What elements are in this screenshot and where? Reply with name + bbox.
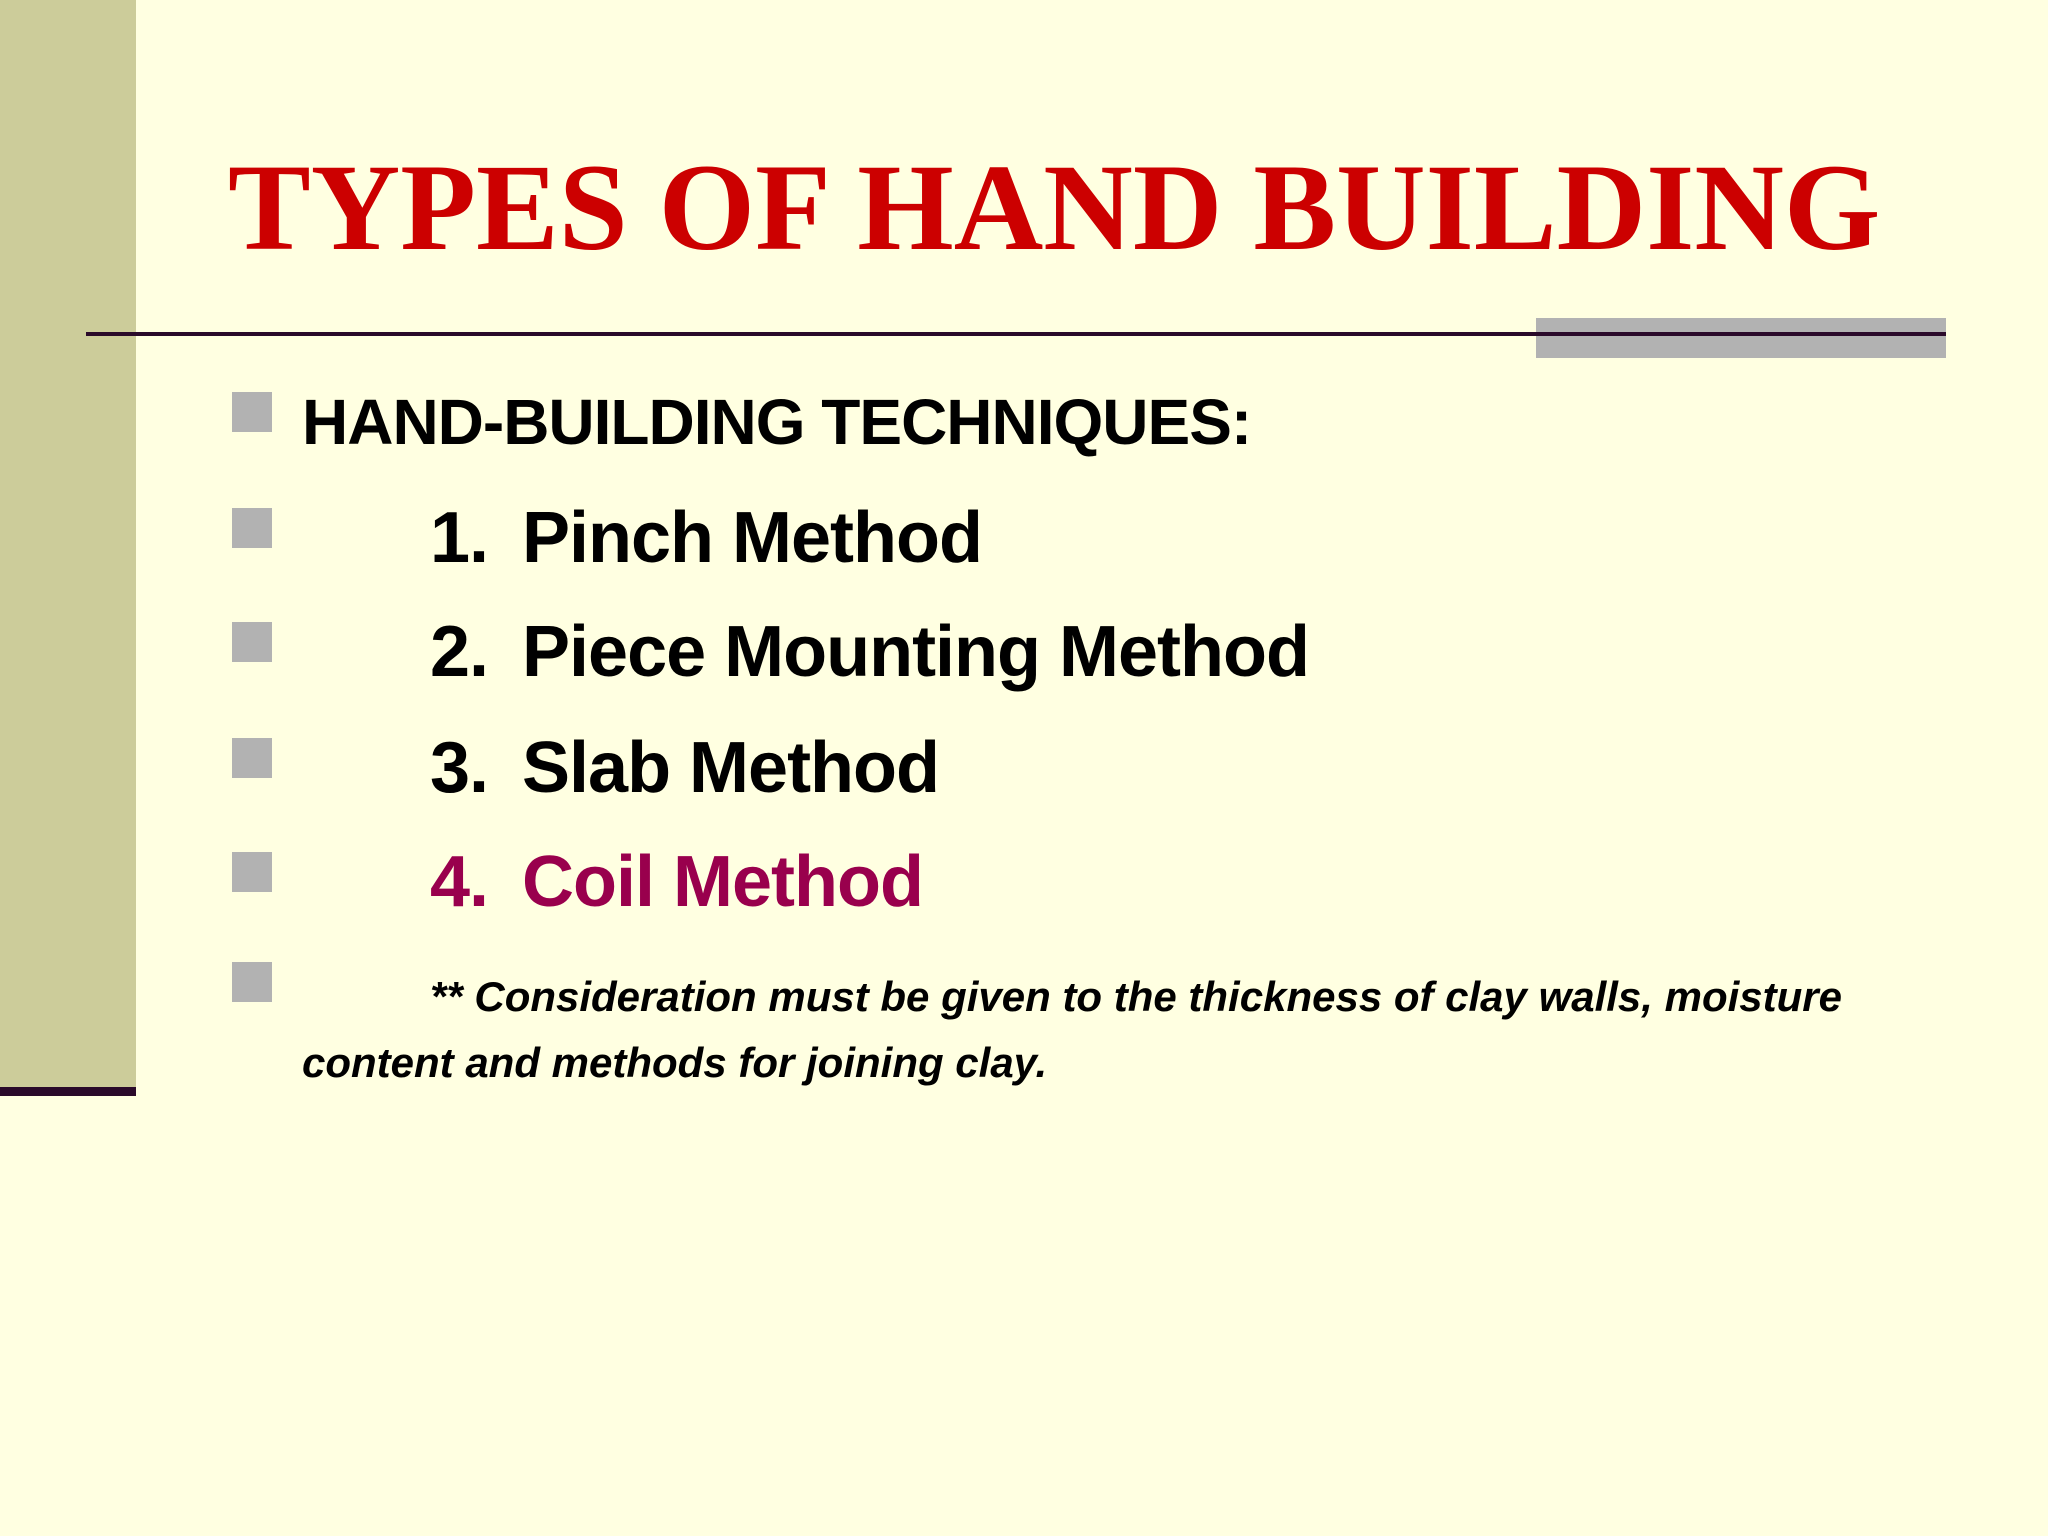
divider-accent-block (1536, 318, 1946, 358)
bullet-square-icon (232, 738, 272, 778)
method-item-piece-mounting (430, 608, 1309, 696)
method-item-coil (430, 838, 923, 926)
method-label: Piece Mounting Method (522, 612, 1309, 692)
method-number: 3. (430, 728, 489, 808)
consideration-note (302, 964, 1862, 1096)
techniques-heading: HAND-BUILDING TECHNIQUES: (302, 386, 1252, 458)
method-item-pinch (430, 494, 982, 582)
bullet-square-icon (232, 962, 272, 1002)
slide-title: TYPES OF HAND BUILDING (228, 139, 1881, 276)
method-label: Pinch Method (522, 498, 982, 578)
sidebar-decoration (0, 0, 136, 1087)
method-label: Slab Method (522, 728, 939, 808)
divider-accent-line (1536, 332, 1946, 336)
sidebar-foot-rule (0, 1087, 136, 1096)
bullet-square-icon (232, 852, 272, 892)
bullet-square-icon (232, 508, 272, 548)
method-number: 2. (430, 612, 489, 692)
method-number: 1. (430, 498, 489, 578)
bullet-square-icon (232, 392, 272, 432)
method-number: 4. (430, 842, 489, 922)
method-item-slab (430, 724, 939, 812)
bullet-square-icon (232, 622, 272, 662)
note-text: ** Consideration must be given to the thickness of clay walls, moisture content and methods for joining clay. (302, 973, 1843, 1086)
method-label: Coil Method (522, 842, 923, 922)
